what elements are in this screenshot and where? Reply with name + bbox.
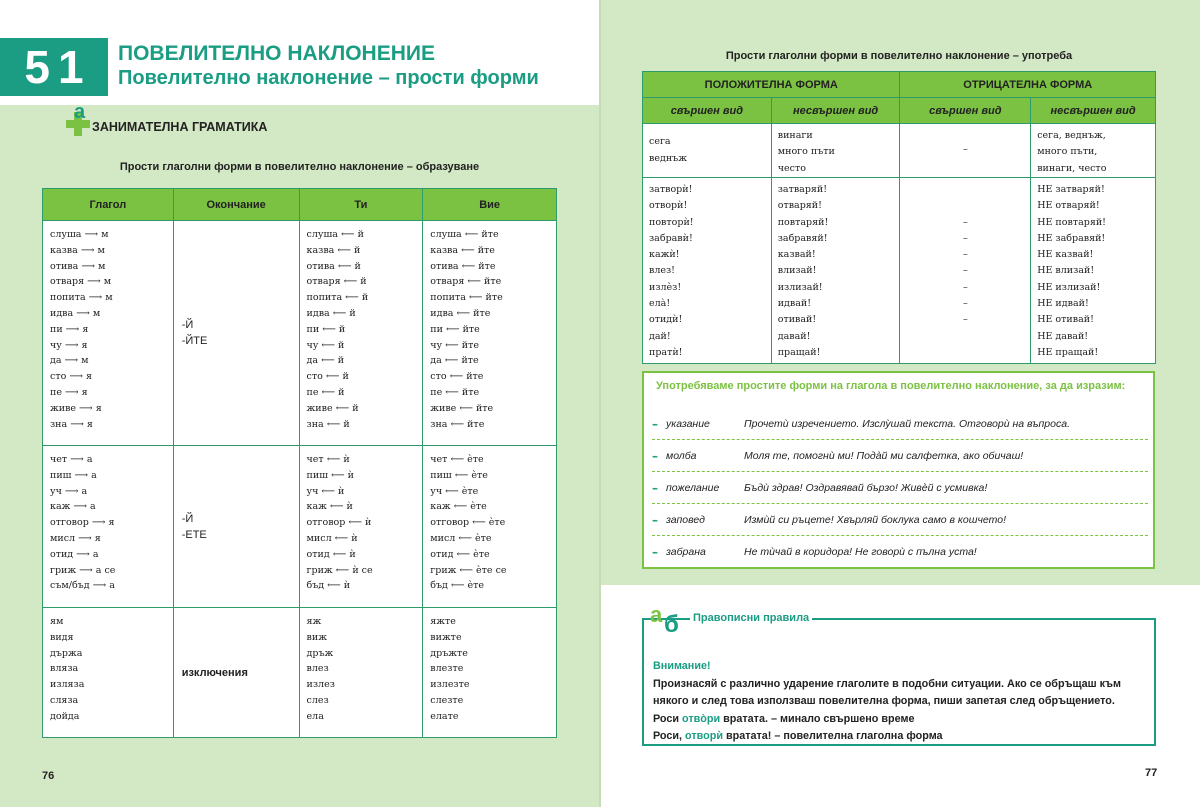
cell-line: сега xyxy=(649,136,671,148)
cell-line: уч ⟵ ѝ xyxy=(306,485,345,497)
cell-line: мисл ⟵ ѝ xyxy=(306,532,358,544)
group2-ti xyxy=(299,446,423,608)
cell-line: изляза xyxy=(50,679,85,691)
example-text: Роси xyxy=(653,712,683,725)
cell-line: – xyxy=(962,216,968,228)
dash-bullet: – xyxy=(652,417,658,431)
cell-line: съм/бъд ⟶ а xyxy=(50,580,115,592)
cell-line: кажѝ! xyxy=(649,249,680,261)
usage-label: указание xyxy=(666,418,710,430)
example-highlight: отворѝ xyxy=(685,730,723,742)
lesson-number-badge xyxy=(0,38,108,96)
cell-line: – xyxy=(962,144,968,156)
usage-row xyxy=(652,441,1148,472)
row2-c1 xyxy=(643,178,772,364)
group1-ending xyxy=(173,221,299,446)
cell-line: пи ⟵ йте xyxy=(430,323,480,335)
formation-table xyxy=(42,188,557,738)
cell-line: пи ⟶ я xyxy=(50,323,89,335)
cell-line: НЕ идвай! xyxy=(1037,298,1089,310)
cell-line: дръж xyxy=(306,647,334,659)
rules-example xyxy=(653,728,1121,746)
cell-line: НЕ забравяй! xyxy=(1037,232,1106,244)
attention-label: Внимание! xyxy=(653,660,711,672)
page-number-left: 76 xyxy=(42,770,55,782)
cell-line: бъд ⟵ ѐте xyxy=(430,580,485,592)
cell-line: отид ⟶ а xyxy=(50,548,99,560)
cell-line: много пъти xyxy=(777,146,835,158)
cell-line: уч ⟵ ѐте xyxy=(430,485,479,497)
rules-line: някого и след това използваш повелителна форма, пиши запетая след обръщението. xyxy=(653,695,1115,707)
cell-line: НЕ пращай! xyxy=(1037,346,1099,358)
cell-line: сто ⟵ й xyxy=(306,371,349,383)
table-row xyxy=(643,178,1156,364)
cell-line: казвай! xyxy=(777,249,816,261)
cell-line: отива ⟶ м xyxy=(50,260,106,272)
cell-line: гриж ⟵ ѐте се xyxy=(430,564,507,576)
cell-line xyxy=(900,345,1030,361)
usage-example: Не тѝчай в коридора! Не говорѝ с пълна уста! xyxy=(744,546,977,558)
cell-line: казва ⟵ й xyxy=(306,244,361,256)
cell-line: -Й xyxy=(181,512,194,525)
page-title: ПОВЕЛИТЕЛНО НАКЛОНЕНИЕ xyxy=(118,42,435,65)
cell-line: НЕ отивай! xyxy=(1037,314,1094,326)
cell-line: отид ⟵ ѐте xyxy=(430,548,490,560)
cell-line: дръжте xyxy=(430,647,468,659)
cell-line: сега, веднъж, xyxy=(1037,130,1106,141)
cell-line: вижте xyxy=(430,631,462,643)
cell-line: -ЙТЕ xyxy=(181,335,208,347)
cell-line: зна ⟵ й xyxy=(306,418,350,430)
cell-line: затворѝ! xyxy=(649,184,693,195)
cell-line: идва ⟵ йте xyxy=(430,307,491,319)
usage-title: Употребяваме простите форми на глагола в повелително наклонение, за да изразим: xyxy=(656,380,1126,392)
cell-line: много пъти, xyxy=(1037,146,1098,158)
cell-line: ям xyxy=(50,616,64,627)
cell-line: слуша ⟵ йте xyxy=(430,229,499,240)
cell-line: елате xyxy=(430,710,459,722)
cell-line: видя xyxy=(50,631,74,643)
rules-line: Произнасяй с различно ударение глаголите в подобни ситуации. Ако се обръщаш към xyxy=(653,677,1121,690)
cell-line: отид ⟵ ѝ xyxy=(306,548,356,560)
cell-line: зна ⟶ я xyxy=(50,418,93,430)
row2-c3 xyxy=(900,178,1031,364)
cell-line: НЕ казвай! xyxy=(1037,249,1094,261)
right-table-caption: Прости глаголни форми в повелително наклонение – употреба xyxy=(725,50,1073,62)
example-highlight: отвòри xyxy=(682,712,721,725)
header-positive: ПОЛОЖИТЕЛНА ФОРМА xyxy=(643,72,900,98)
header-vie: Вие xyxy=(423,189,557,221)
cell-line: слезте xyxy=(430,694,464,706)
cell-line: идвай! xyxy=(777,298,812,310)
cell-line: чет ⟵ ѐте xyxy=(430,454,484,465)
cell-line: казва ⟵ йте xyxy=(430,244,495,256)
cell-line: влез! xyxy=(649,265,676,277)
cell-line: пиш ⟵ ѝ xyxy=(306,469,355,481)
cell-line: дай! xyxy=(649,330,671,342)
cell-line: отговор ⟵ ѝ xyxy=(306,517,372,529)
dash-bullet: – xyxy=(652,481,658,495)
cell-line: – xyxy=(962,298,968,310)
cell-line: отваря ⟶ м xyxy=(50,276,112,288)
cell-line: мисл ⟶ я xyxy=(50,532,101,544)
cell-line: чет ⟶ а xyxy=(50,454,93,465)
page-subtitle: Повелително наклонение – прости форми xyxy=(118,67,539,89)
cell-line: излѐз! xyxy=(649,281,682,293)
cell-line: излезте xyxy=(430,679,470,691)
cell-line: отговор ⟶ я xyxy=(50,517,115,529)
row1-c1 xyxy=(643,124,772,178)
cell-line: влизай! xyxy=(777,265,817,277)
group1-ti xyxy=(299,221,423,446)
plus-letter-icon xyxy=(56,98,90,148)
cell-line: -Й xyxy=(181,319,194,331)
group3-verbs xyxy=(43,608,174,738)
letters-ab-icon xyxy=(648,600,688,636)
cell-line xyxy=(900,329,1030,345)
usage-label: забрана xyxy=(666,546,706,558)
usage-label: пожелание xyxy=(666,482,720,494)
cell-line: яж xyxy=(306,616,322,627)
cell-line: отива ⟵ йте xyxy=(430,260,496,272)
cell-line: НЕ затваряй! xyxy=(1037,184,1105,195)
cell-line: да ⟵ йте xyxy=(430,355,479,367)
cell-line: гриж ⟶ а се xyxy=(50,564,116,576)
cell-line: каж ⟵ ѐте xyxy=(430,501,487,513)
header-imperfective: несвършен вид xyxy=(1031,98,1156,124)
usage-row xyxy=(652,505,1148,536)
cell-line: чу ⟵ й xyxy=(306,339,345,351)
cell-line: – xyxy=(962,314,968,326)
cell-line: слез xyxy=(306,694,329,706)
cell-line: каж ⟶ а xyxy=(50,501,96,513)
example-text: вратата. – минало свършено време xyxy=(720,712,915,725)
cell-line: да ⟶ м xyxy=(50,355,89,367)
cell-line: каж ⟵ ѝ xyxy=(306,501,353,513)
rules-body xyxy=(653,658,1121,746)
cell-line: казва ⟶ м xyxy=(50,244,105,256)
cell-line: сто ⟵ йте xyxy=(430,371,484,383)
group2-ending xyxy=(173,446,299,608)
cell-line: мисл ⟵ ѐте xyxy=(430,532,492,544)
cell-line: да ⟵ й xyxy=(306,355,345,367)
cell-line: отворѝ! xyxy=(649,200,688,212)
example-text: вратата! – повелителна глаголна форма xyxy=(722,730,943,742)
cell-line: влезте xyxy=(430,663,464,675)
cell-line: забравѝ! xyxy=(649,232,693,244)
row1-c4 xyxy=(1031,124,1156,178)
cell-line: затваряй! xyxy=(777,184,828,195)
cell-line: отидѝ! xyxy=(649,314,683,326)
cell-line: пратѝ! xyxy=(649,346,683,358)
table-row xyxy=(43,221,557,446)
cell-line: – xyxy=(962,232,968,244)
cell-line: влез xyxy=(306,663,329,675)
left-table-caption: Прости глаголни форми в повелително наклонение – образуване xyxy=(119,161,480,173)
header-negative: ОТРИЦАТЕЛНА ФОРМА xyxy=(900,72,1156,98)
usage-row xyxy=(652,537,1148,567)
usage-label: заповед xyxy=(666,514,705,526)
group2-verbs xyxy=(43,446,174,608)
cell-line: идва ⟶ м xyxy=(50,307,101,319)
cell-line: давай! xyxy=(777,330,811,342)
group1-vie xyxy=(423,221,557,446)
row2-c2 xyxy=(771,178,900,364)
table-row xyxy=(43,608,557,738)
cell-line xyxy=(900,198,1030,214)
cell-line: попита ⟵ й xyxy=(306,292,369,304)
cell-line: пе ⟵ йте xyxy=(430,386,480,398)
cell-line: веднъж xyxy=(649,152,687,164)
cell-line: сляза xyxy=(50,694,79,706)
cell-line: слуша ⟵ й xyxy=(306,229,364,240)
cell-line: гриж ⟵ ѝ се xyxy=(306,564,373,576)
cell-line: излез xyxy=(306,679,335,691)
group3-ti xyxy=(299,608,423,738)
icon-letter: б xyxy=(664,611,679,636)
cell-line: отваряй! xyxy=(777,200,822,212)
spelling-rules-box xyxy=(642,618,1156,746)
cell-line: вляза xyxy=(50,663,79,675)
cell-line: често xyxy=(777,162,806,174)
cell-line: живе ⟵ йте xyxy=(430,402,494,414)
cell-line: отваря ⟵ й xyxy=(306,276,367,288)
table-row xyxy=(643,124,1156,178)
row1-c2 xyxy=(771,124,900,178)
usage-example: Бъдѝ здрав! Оздравявай бързо! Живѐй с усмивка! xyxy=(744,482,988,494)
page-number-right: 77 xyxy=(1145,767,1158,779)
cell-line: уч ⟶ а xyxy=(50,485,88,497)
usage-row xyxy=(652,473,1148,504)
section-label: ЗАНИМАТЕЛНА ГРАМАТИКА xyxy=(92,120,268,134)
lesson-number-digit: 1 xyxy=(58,41,84,93)
cell-line: пиш ⟶ а xyxy=(50,469,97,481)
usage-box xyxy=(642,371,1155,569)
usage-label: молба xyxy=(666,450,697,462)
usage-example: Прочетѝ изречението. Изслу̀шай текста. Отговорѝ на въпроса. xyxy=(744,418,1070,430)
group1-verbs xyxy=(43,221,174,446)
cell-line: чу ⟶ я xyxy=(50,339,88,351)
cell-line: живе ⟶ я xyxy=(50,402,102,414)
cell-line: пе ⟶ я xyxy=(50,386,88,398)
section-icon-letter: а xyxy=(74,101,86,123)
cell-line: НЕ излизай! xyxy=(1037,281,1101,293)
cell-line: пи ⟵ й xyxy=(306,323,346,335)
cell-line xyxy=(900,182,1030,198)
cell-line: излизай! xyxy=(777,281,823,293)
usage-example: Измѝй си ръцете! Хвърляй боклука само в кошчето! xyxy=(744,514,1006,526)
cell-line: изключения xyxy=(181,666,248,679)
icon-letter: а xyxy=(650,602,663,627)
cell-line: ела xyxy=(306,710,324,722)
cell-line: – xyxy=(962,281,968,293)
cell-line: НЕ давай! xyxy=(1037,330,1089,342)
cell-line: отговор ⟵ ѐте xyxy=(430,517,506,529)
lesson-number-digit: 5 xyxy=(24,41,50,93)
dash-bullet: – xyxy=(652,545,658,559)
usage-forms-table xyxy=(642,71,1156,364)
cell-line: НЕ повтаряй! xyxy=(1037,216,1106,228)
cell-line: елà! xyxy=(649,298,671,310)
cell-line: отива ⟵ й xyxy=(306,260,361,272)
header-ti: Ти xyxy=(299,189,423,221)
cell-line: винаги, често xyxy=(1037,162,1107,174)
example-text: Роси, xyxy=(653,730,686,742)
cell-line: винаги xyxy=(777,130,813,141)
row1-c3 xyxy=(900,124,1031,178)
cell-line: отивай! xyxy=(777,314,817,326)
usage-example: Моля те, помогнѝ ми! Подàй ми салфетка, ако обичаш! xyxy=(744,450,1024,462)
group3-ending xyxy=(173,608,299,738)
dash-bullet: – xyxy=(652,449,658,463)
header-perfective: свършен вид xyxy=(900,98,1031,124)
row2-c4 xyxy=(1031,178,1156,364)
cell-line: живе ⟵ й xyxy=(306,402,359,414)
table-row xyxy=(43,446,557,608)
cell-line: дойда xyxy=(50,710,80,722)
header-perfective: свършен вид xyxy=(643,98,772,124)
cell-line: виж xyxy=(306,631,327,643)
rules-example xyxy=(653,711,1121,729)
cell-line: повтаряй! xyxy=(777,216,829,228)
cell-line: -ЕТЕ xyxy=(181,528,207,541)
cell-line: – xyxy=(962,265,968,277)
cell-line: – xyxy=(962,249,968,261)
dash-bullet: – xyxy=(652,513,658,527)
group3-vie xyxy=(423,608,557,738)
header-ending: Окончание xyxy=(173,189,299,221)
cell-line: попита ⟶ м xyxy=(50,292,113,304)
cell-line: пе ⟵ й xyxy=(306,386,345,398)
cell-line: слуша ⟶ м xyxy=(50,229,109,240)
cell-line: НЕ влизай! xyxy=(1037,265,1095,277)
cell-line: идва ⟵ й xyxy=(306,307,356,319)
rules-title: Правописни правила xyxy=(690,612,812,624)
cell-line: повторѝ! xyxy=(649,216,694,228)
cell-line: пращай! xyxy=(777,346,821,358)
cell-line: сто ⟶ я xyxy=(50,371,92,383)
cell-line: отваря ⟵ йте xyxy=(430,276,502,288)
cell-line: пиш ⟵ ѐте xyxy=(430,469,488,481)
cell-line: чет ⟵ ѝ xyxy=(306,454,350,465)
group2-vie xyxy=(423,446,557,608)
cell-line: държа xyxy=(50,647,83,659)
cell-line: яжте xyxy=(430,616,456,627)
usage-row xyxy=(652,409,1148,440)
cell-line: забравяй! xyxy=(777,232,828,244)
header-verb: Глагол xyxy=(43,189,174,221)
cell-line: попита ⟵ йте xyxy=(430,292,503,304)
cell-line: НЕ отваряй! xyxy=(1037,200,1100,212)
cell-line: чу ⟵ йте xyxy=(430,339,480,351)
header-imperfective: несвършен вид xyxy=(771,98,900,124)
cell-line: бъд ⟵ ѝ xyxy=(306,580,351,592)
cell-line: зна ⟵ йте xyxy=(430,418,485,430)
